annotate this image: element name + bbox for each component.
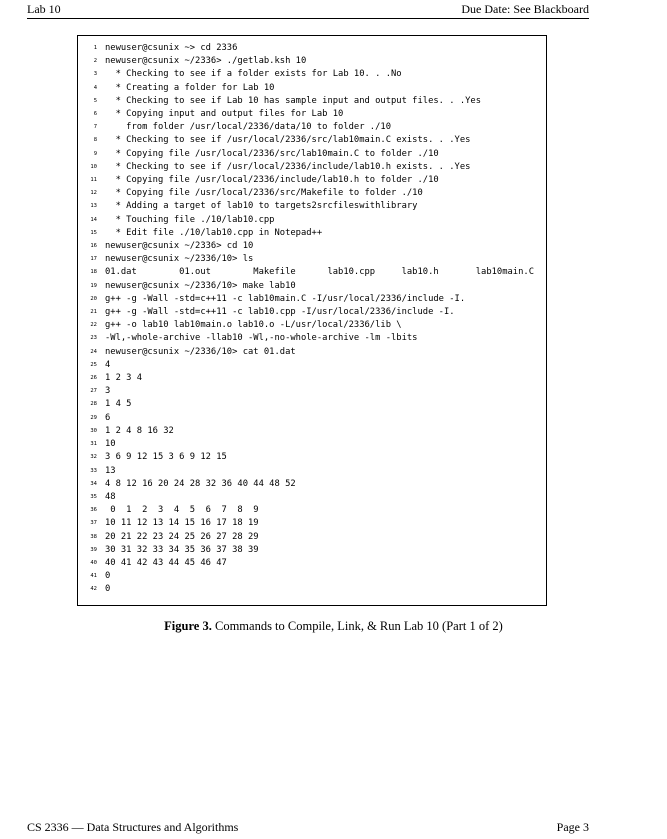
code-text: 1 4 5 xyxy=(105,399,132,410)
code-line xyxy=(84,174,542,187)
line-number: 35 xyxy=(90,493,97,500)
code-text: * Adding a target of lab10 to targets2srcfileswithlibrary xyxy=(105,201,418,212)
line-number: 30 xyxy=(90,427,97,434)
code-text: newuser@csunix ~/2336/10> make lab10 xyxy=(105,280,296,291)
figure-caption xyxy=(0,619,667,634)
figure-label: Figure 3. xyxy=(164,619,212,633)
code-line xyxy=(84,280,542,293)
code-text: * Checking to see if /usr/local/2336/include/lab10.h exists. . .Yes xyxy=(105,161,471,172)
code-listing xyxy=(84,42,542,597)
line-number: 5 xyxy=(93,97,97,104)
code-text: 4 xyxy=(105,359,111,370)
code-line xyxy=(84,583,542,596)
code-text: * Touching file ./10/lab10.cpp xyxy=(105,214,275,225)
line-number: 12 xyxy=(90,190,97,197)
code-text: 0 xyxy=(105,571,111,582)
code-text: -Wl,-whole-archive -llab10 -Wl,-no-whole-archive -lm -lbits xyxy=(105,333,418,344)
code-line xyxy=(84,425,542,438)
line-number: 7 xyxy=(93,124,97,131)
line-number: 16 xyxy=(90,243,97,250)
code-text: * Edit file ./10/lab10.cpp in Notepad++ xyxy=(105,227,323,238)
code-line xyxy=(84,266,542,279)
line-number: 8 xyxy=(93,137,97,144)
code-line xyxy=(84,504,542,517)
line-number: 1 xyxy=(93,45,97,51)
code-line xyxy=(84,55,542,68)
line-number: 33 xyxy=(90,467,97,474)
code-line xyxy=(84,465,542,478)
line-number: 42 xyxy=(90,586,97,593)
code-line xyxy=(84,398,542,411)
code-line xyxy=(84,187,542,200)
code-line xyxy=(84,306,542,319)
figure-caption-text: Commands to Compile, Link, & Run Lab 10 (Part 1 of 2) xyxy=(211,619,503,633)
line-number: 22 xyxy=(90,322,97,329)
code-text: 40 41 42 43 44 45 46 47 xyxy=(105,557,227,568)
line-number: 28 xyxy=(90,401,97,408)
line-number: 19 xyxy=(90,282,97,289)
code-line xyxy=(84,227,542,240)
code-line xyxy=(84,95,542,108)
code-line xyxy=(84,161,542,174)
footer-course-title: CS 2336 — Data Structures and Algorithms xyxy=(27,820,239,834)
line-number: 13 xyxy=(90,203,97,210)
line-number: 23 xyxy=(90,335,97,342)
code-text: * Checking to see if Lab 10 has sample input and output files. . .Yes xyxy=(105,95,482,106)
code-line xyxy=(84,148,542,161)
code-text: 1 2 4 8 16 32 xyxy=(105,425,174,436)
line-number: 34 xyxy=(90,480,97,487)
code-text: g++ -g -Wall -std=c++11 -c lab10main.C -I/usr/local/2336/include -I. xyxy=(105,293,466,304)
line-number: 37 xyxy=(90,520,97,527)
code-line xyxy=(84,438,542,451)
code-text: from folder /usr/local/2336/data/10 to folder ./10 xyxy=(105,122,391,133)
code-text: * Creating a folder for Lab 10 xyxy=(105,82,275,93)
code-line xyxy=(84,359,542,372)
code-line xyxy=(84,478,542,491)
code-text: newuser@csunix ~/2336> ./getlab.ksh 10 xyxy=(105,56,307,67)
code-line xyxy=(84,531,542,544)
code-line xyxy=(84,385,542,398)
line-number: 25 xyxy=(90,361,97,368)
line-number: 36 xyxy=(90,507,97,514)
code-line xyxy=(84,121,542,134)
code-listing-box xyxy=(77,35,547,606)
code-text: 0 1 2 3 4 5 6 7 8 9 xyxy=(105,505,259,516)
code-text: * Copying file /usr/local/2336/src/lab10main.C to folder ./10 xyxy=(105,148,439,159)
header-due-date: Due Date: See Blackboard xyxy=(461,2,589,16)
line-number: 39 xyxy=(90,546,97,553)
line-number: 41 xyxy=(90,573,97,580)
code-text: newuser@csunix ~/2336/10> ls xyxy=(105,254,254,265)
code-text: * Copying input and output files for Lab 10 xyxy=(105,109,344,120)
code-text: * Copying file /usr/local/2336/src/Makefile to folder ./10 xyxy=(105,188,423,199)
code-text: 10 xyxy=(105,439,116,450)
code-text: 30 31 32 33 34 35 36 37 38 39 xyxy=(105,544,259,555)
code-line xyxy=(84,332,542,345)
code-text: 01.dat 01.out Makefile lab10.cpp lab10.h lab10main.C xyxy=(105,267,534,278)
code-line xyxy=(84,42,542,55)
footer-page-number: Page 3 xyxy=(556,820,589,834)
header-lab-title: Lab 10 xyxy=(27,2,61,16)
code-text: 3 6 9 12 15 3 6 9 12 15 xyxy=(105,452,227,463)
code-line xyxy=(84,319,542,332)
code-text: newuser@csunix ~/2336/10> cat 01.dat xyxy=(105,346,296,357)
page-header xyxy=(27,2,589,19)
line-number: 6 xyxy=(93,111,97,118)
code-text: newuser@csunix ~/2336> cd 10 xyxy=(105,241,254,252)
code-text: g++ -g -Wall -std=c++11 -c lab10.cpp -I/usr/local/2336/include -I. xyxy=(105,307,455,318)
code-line xyxy=(84,214,542,227)
code-line xyxy=(84,517,542,530)
code-text: * Copying file /usr/local/2336/include/lab10.h to folder ./10 xyxy=(105,175,439,186)
line-number: 9 xyxy=(93,150,97,157)
code-line xyxy=(84,200,542,213)
code-line xyxy=(84,451,542,464)
code-line xyxy=(84,68,542,81)
code-text: g++ -o lab10 lab10main.o lab10.o -L/usr/local/2336/lib \ xyxy=(105,320,402,331)
code-text: 48 xyxy=(105,491,116,502)
code-line xyxy=(84,134,542,147)
line-number: 4 xyxy=(93,84,97,91)
code-text: 10 11 12 13 14 15 16 17 18 19 xyxy=(105,518,259,529)
code-text: 6 xyxy=(105,412,111,423)
code-text: 3 xyxy=(105,386,111,397)
line-number: 2 xyxy=(93,58,97,65)
line-number: 40 xyxy=(90,559,97,566)
line-number: 32 xyxy=(90,454,97,461)
code-line xyxy=(84,412,542,425)
code-line xyxy=(84,491,542,504)
code-text: 13 xyxy=(105,465,116,476)
line-number: 24 xyxy=(90,348,97,355)
line-number: 3 xyxy=(93,71,97,78)
code-text: 20 21 22 23 24 25 26 27 28 29 xyxy=(105,531,259,542)
code-text: 1 2 3 4 xyxy=(105,373,143,384)
code-line xyxy=(84,82,542,95)
code-line xyxy=(84,293,542,306)
code-line xyxy=(84,557,542,570)
line-number: 10 xyxy=(90,163,97,170)
code-line xyxy=(84,253,542,266)
code-line xyxy=(84,544,542,557)
line-number: 38 xyxy=(90,533,97,540)
page-footer xyxy=(27,820,589,836)
line-number: 27 xyxy=(90,388,97,395)
line-number: 17 xyxy=(90,256,97,263)
code-text: newuser@csunix ~> cd 2336 xyxy=(105,43,238,53)
line-number: 21 xyxy=(90,309,97,316)
line-number: 11 xyxy=(90,177,97,184)
code-line xyxy=(84,570,542,583)
line-number: 26 xyxy=(90,375,97,382)
code-line xyxy=(84,346,542,359)
line-number: 29 xyxy=(90,414,97,421)
code-text: 4 8 12 16 20 24 28 32 36 40 44 48 52 xyxy=(105,478,296,489)
code-text: * Checking to see if /usr/local/2336/src/lab10main.C exists. . .Yes xyxy=(105,135,471,146)
line-number: 15 xyxy=(90,229,97,236)
line-number: 31 xyxy=(90,441,97,448)
code-text: 0 xyxy=(105,584,111,595)
code-text: * Checking to see if a folder exists for Lab 10. . .No xyxy=(105,69,402,80)
code-line xyxy=(84,372,542,385)
code-line xyxy=(84,108,542,121)
code-line xyxy=(84,240,542,253)
line-number: 14 xyxy=(90,216,97,223)
line-number: 20 xyxy=(90,295,97,302)
line-number: 18 xyxy=(90,269,97,276)
